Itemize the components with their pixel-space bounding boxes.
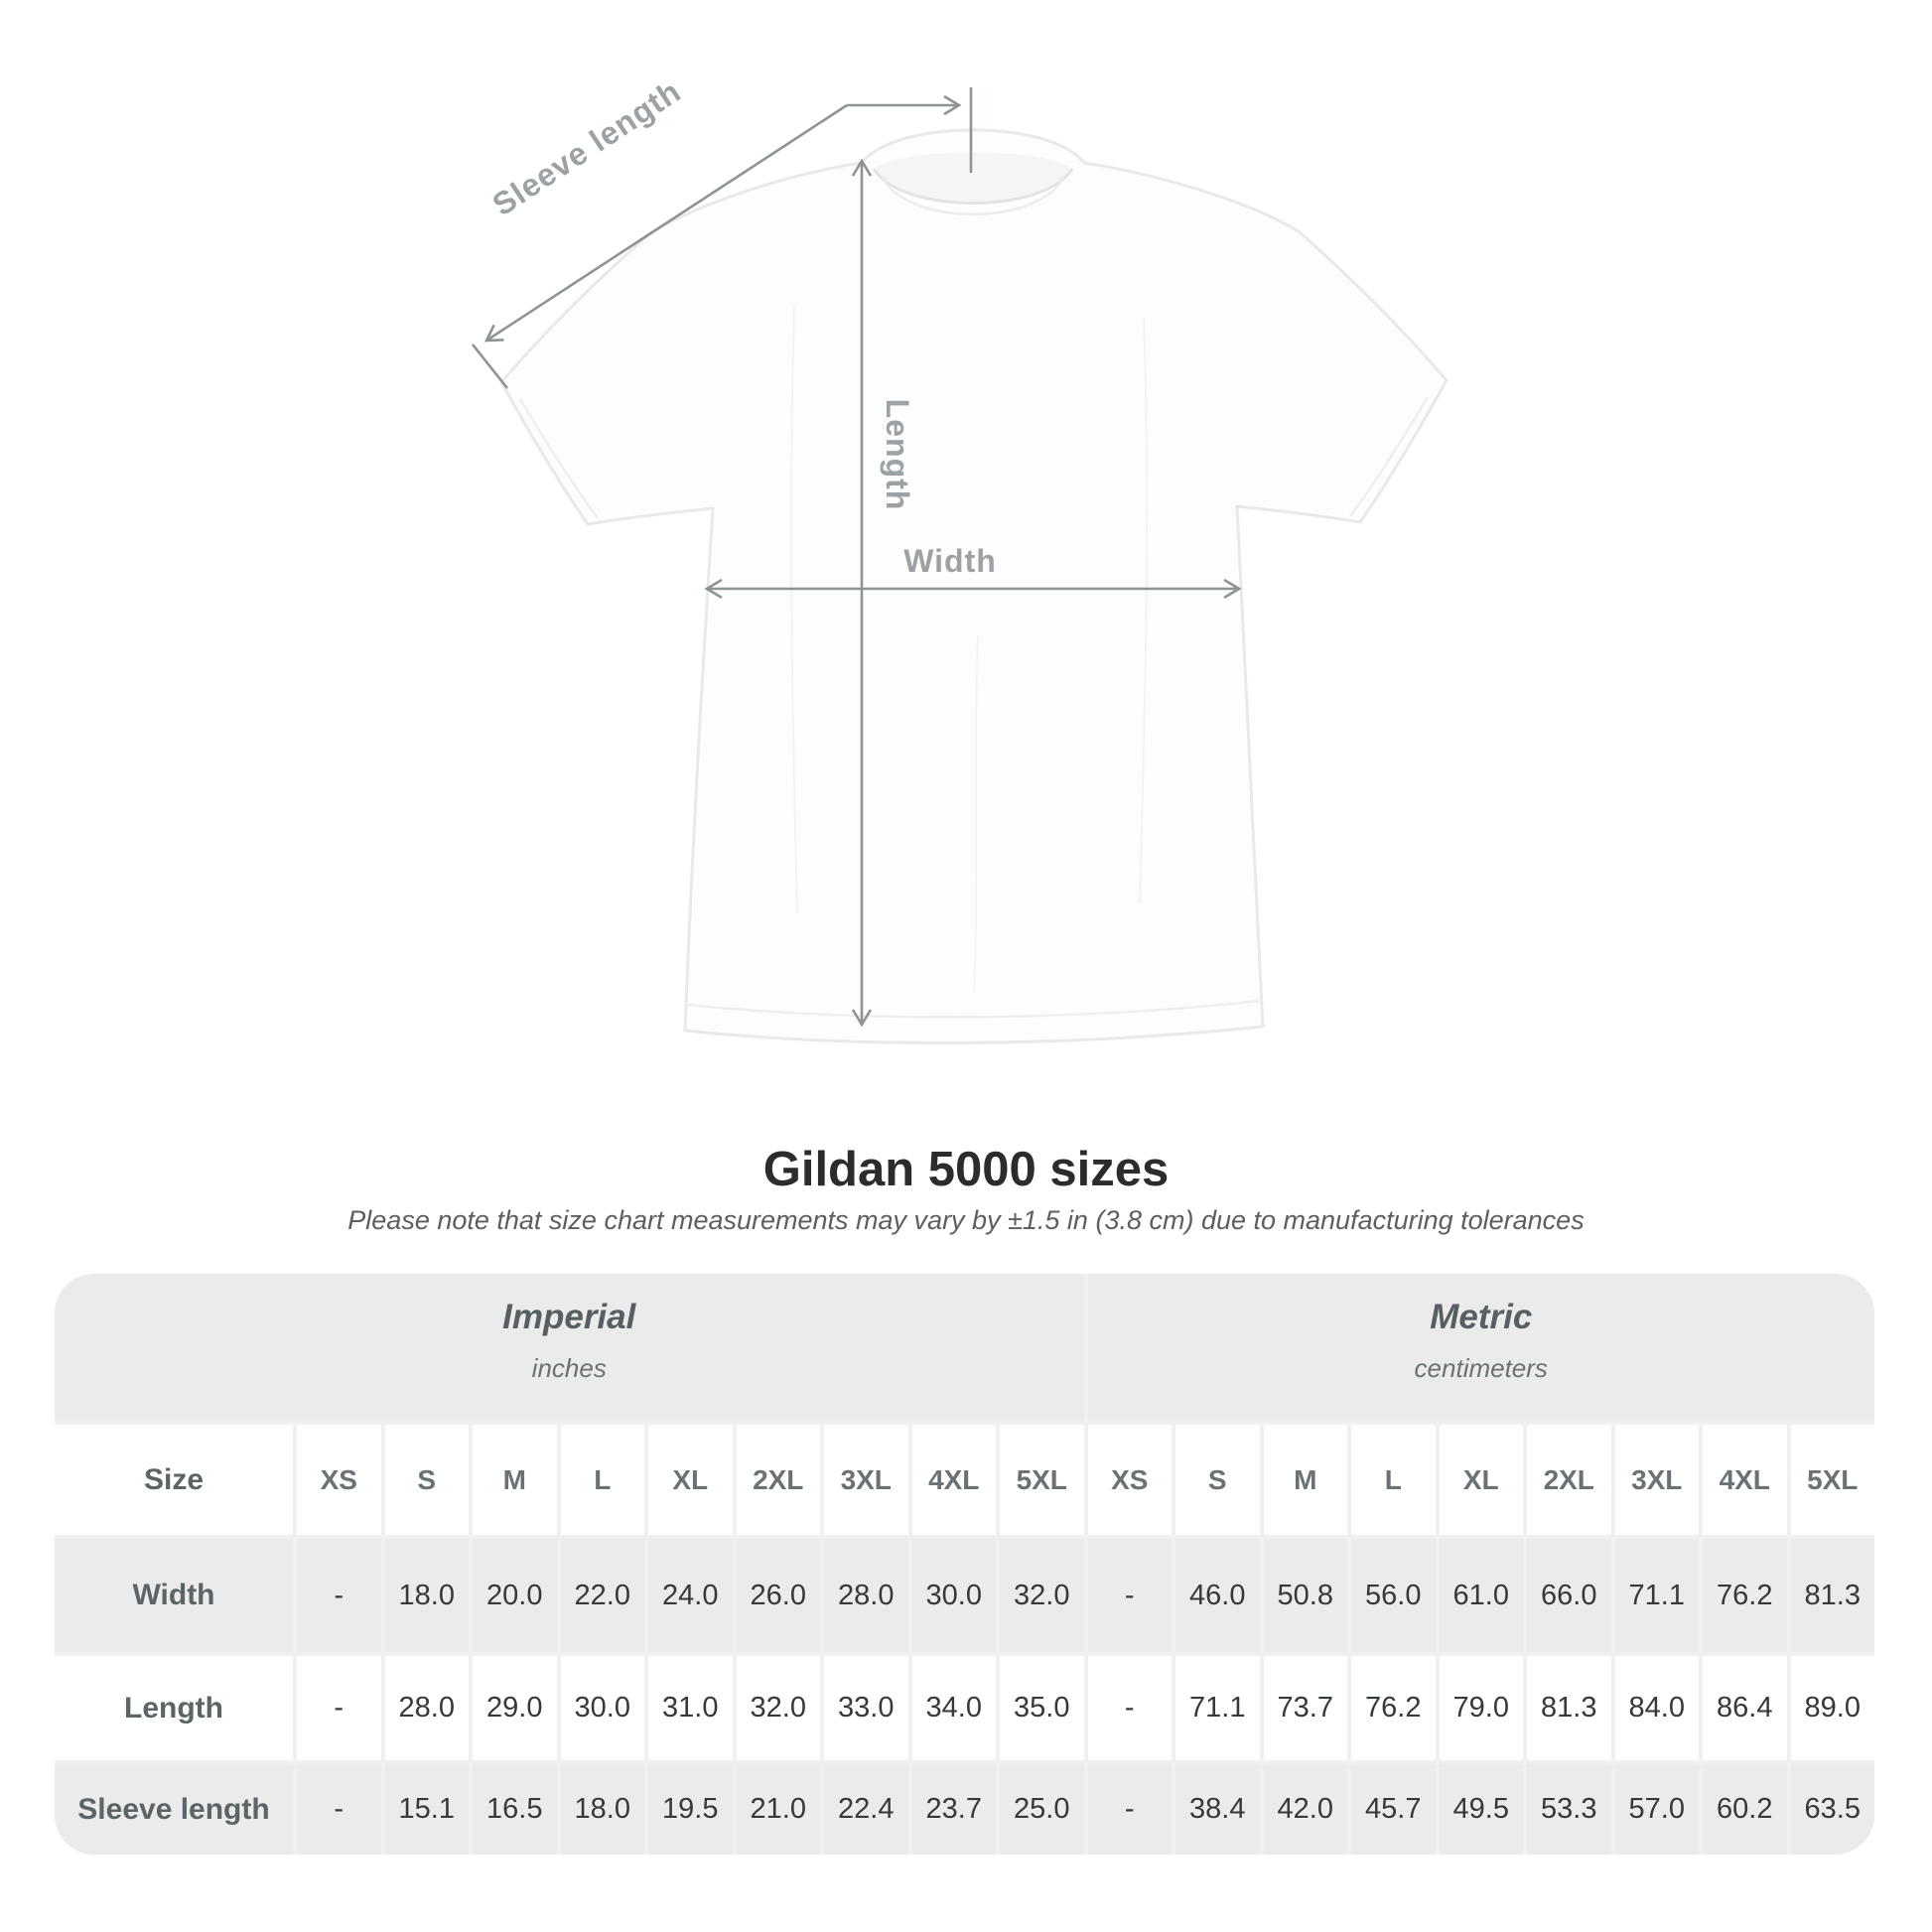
value-cell: 63.5	[1791, 1764, 1875, 1855]
size-header-xs: XS	[1088, 1425, 1173, 1535]
size-header-l: L	[561, 1425, 645, 1535]
value-cell: 26.0	[737, 1539, 821, 1652]
size-header-4xl: 4XL	[912, 1425, 997, 1535]
size-header-xl: XL	[648, 1425, 733, 1535]
value-cell: -	[297, 1656, 381, 1760]
value-cell: 81.3	[1791, 1539, 1875, 1652]
value-cell: 28.0	[824, 1539, 908, 1652]
value-cell: 28.0	[385, 1656, 470, 1760]
value-cell: 49.5	[1440, 1764, 1524, 1855]
value-cell: 42.0	[1264, 1764, 1348, 1855]
size-header-2xl: 2XL	[1527, 1425, 1611, 1535]
value-cell: 32.0	[737, 1656, 821, 1760]
value-cell: 30.0	[912, 1539, 997, 1652]
value-cell: 56.0	[1351, 1539, 1436, 1652]
value-cell: 45.7	[1351, 1764, 1436, 1855]
value-cell: 30.0	[561, 1656, 645, 1760]
value-cell: 23.7	[912, 1764, 997, 1855]
sleeve-length-extension	[473, 345, 507, 388]
size-header-xl: XL	[1440, 1425, 1524, 1535]
value-cell: 66.0	[1527, 1539, 1611, 1652]
value-cell: 19.5	[648, 1764, 733, 1855]
row-label-sleeve-length: Sleeve length	[55, 1764, 293, 1855]
value-cell: 15.1	[385, 1764, 470, 1855]
value-cell: 22.0	[561, 1539, 645, 1652]
size-header-s: S	[385, 1425, 470, 1535]
value-cell: 34.0	[912, 1656, 997, 1760]
size-corner-label: Size	[55, 1425, 293, 1535]
value-cell: 32.0	[1000, 1539, 1084, 1652]
value-cell: -	[1088, 1656, 1173, 1760]
row-label-length: Length	[55, 1656, 293, 1760]
value-cell: 53.3	[1527, 1764, 1611, 1855]
value-cell: 86.4	[1703, 1656, 1787, 1760]
value-cell: 71.1	[1175, 1656, 1260, 1760]
size-header-3xl: 3XL	[824, 1425, 908, 1535]
size-header-4xl: 4XL	[1703, 1425, 1787, 1535]
shirt-outline	[501, 130, 1447, 1042]
value-cell: 33.0	[824, 1656, 908, 1760]
value-cell: 24.0	[648, 1539, 733, 1652]
value-cell: 16.5	[473, 1764, 557, 1855]
value-cell: 50.8	[1264, 1539, 1348, 1652]
unit-group-imperial	[55, 1274, 1084, 1421]
size-header-l: L	[1351, 1425, 1436, 1535]
value-cell: 21.0	[737, 1764, 821, 1855]
value-cell: 76.2	[1351, 1656, 1436, 1760]
value-cell: 73.7	[1264, 1656, 1348, 1760]
group-unit: centimeters	[1414, 1352, 1548, 1383]
page-title: Gildan 5000 sizes	[762, 1143, 1170, 1196]
value-cell: 81.3	[1527, 1656, 1611, 1760]
value-cell: -	[1088, 1539, 1173, 1652]
value-cell: 89.0	[1791, 1656, 1875, 1760]
value-cell: 22.4	[824, 1764, 908, 1855]
size-table	[55, 1274, 1874, 1855]
value-cell: 46.0	[1175, 1539, 1260, 1652]
value-cell: 71.1	[1615, 1539, 1700, 1652]
value-cell: 18.0	[561, 1764, 645, 1855]
size-header-s: S	[1175, 1425, 1260, 1535]
value-cell: 35.0	[1000, 1656, 1084, 1760]
value-cell: 25.0	[1000, 1764, 1084, 1855]
unit-group-metric	[1088, 1274, 1875, 1421]
size-header-5xl: 5XL	[1791, 1425, 1875, 1535]
value-cell: 76.2	[1703, 1539, 1787, 1652]
value-cell: 61.0	[1440, 1539, 1524, 1652]
value-cell: 38.4	[1175, 1764, 1260, 1855]
page-subtitle: Please note that size chart measurements may vary by ±1.5 in (3.8 cm) due to manufacturing tolerances	[347, 1205, 1585, 1235]
value-cell: 79.0	[1440, 1656, 1524, 1760]
value-cell: 20.0	[473, 1539, 557, 1652]
group-unit: inches	[531, 1352, 607, 1383]
size-header-2xl: 2XL	[737, 1425, 821, 1535]
group-title: Metric	[1430, 1297, 1533, 1336]
value-cell: 60.2	[1703, 1764, 1787, 1855]
value-cell: 57.0	[1615, 1764, 1700, 1855]
value-cell: -	[1088, 1764, 1173, 1855]
width-label: Width	[903, 543, 997, 579]
value-cell: 84.0	[1615, 1656, 1700, 1760]
value-cell: 31.0	[648, 1656, 733, 1760]
group-title: Imperial	[502, 1297, 636, 1336]
value-cell: -	[297, 1764, 381, 1855]
size-header-m: M	[1264, 1425, 1348, 1535]
row-label-width: Width	[55, 1539, 293, 1652]
length-label: Length	[880, 398, 915, 511]
value-cell: 29.0	[473, 1656, 557, 1760]
value-cell: -	[297, 1539, 381, 1652]
value-cell: 18.0	[385, 1539, 470, 1652]
size-header-3xl: 3XL	[1615, 1425, 1700, 1535]
size-header-m: M	[473, 1425, 557, 1535]
size-header-xs: XS	[297, 1425, 381, 1535]
size-header-5xl: 5XL	[1000, 1425, 1084, 1535]
sleeve-length-label: Sleeve length	[485, 72, 688, 223]
tshirt-illustration	[501, 130, 1447, 1042]
